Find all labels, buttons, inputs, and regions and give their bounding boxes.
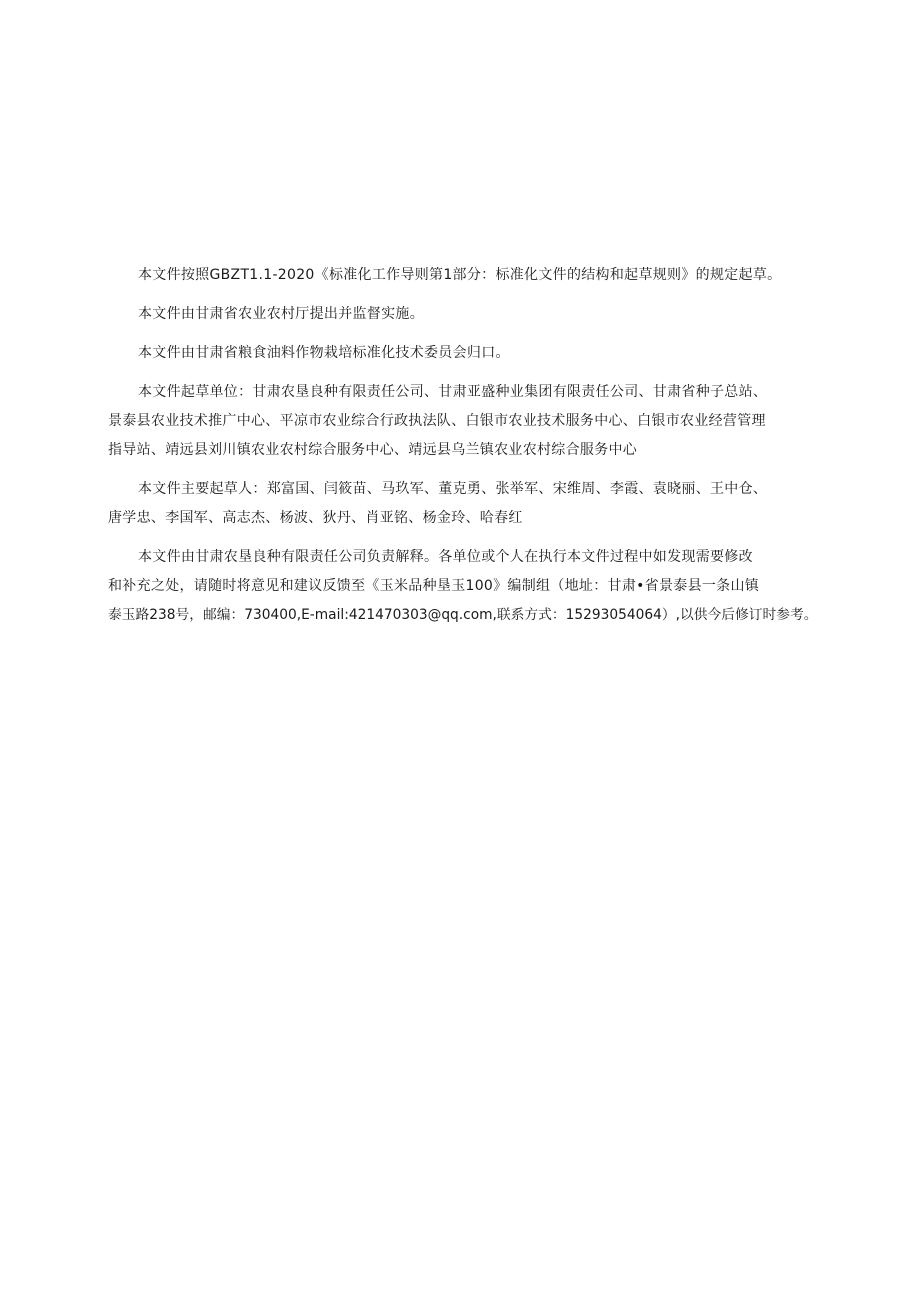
interpretation-feedback-line: 和补充之处，请随时将意见和建议反馈至《玉米品种垦玉100》编制组（地址：甘肃•省景泰县一条山镇 [108, 578, 760, 594]
interpretation-feedback-line: 本文件由甘肃农垦良种有限责任公司负责解释。各单位或个人在执行本文件过程中如发现需要修改 [138, 549, 753, 565]
main-drafters-line: 本文件主要起草人：郑富国、闫筱苗、马玖军、董克勇、张举军、宋维周、李霞、袁晓丽、王中仓、 [138, 481, 768, 497]
proposer-paragraph: 本文件由甘肃省农业农村厅提出并监督实施。 [138, 306, 424, 322]
drafting-units-line: 景泰县农业技术推广中心、平凉市农业综合行政执法队、白银市农业技术服务中心、白银市农业经营管理 [108, 413, 766, 429]
main-drafters-paragraph [108, 475, 824, 533]
foreword-section [108, 261, 824, 640]
interpretation-feedback-line: 泰玉路238号，邮编：730400,E-mail:421470303@qq.com,联系方式：15293054064）,以供今后修订时参考。 [108, 607, 818, 623]
technical-committee-paragraph: 本文件由甘肃省粮食油料作物栽培标准化技术委员会归口。 [138, 345, 510, 361]
drafting-basis-paragraph: 本文件按照GBZT1.1-2020《标准化工作导则第1部分：标准化文件的结构和起草规则》的规定起草。 [138, 267, 782, 283]
interpretation-feedback-paragraph [108, 543, 824, 630]
drafting-units-paragraph [108, 378, 824, 465]
drafting-units-line: 本文件起草单位：甘肃农垦良种有限责任公司、甘肃亚盛种业集团有限责任公司、甘肃省种子总站、 [138, 384, 768, 400]
main-drafters-line: 唐学忠、李国军、高志杰、杨波、狄丹、肖亚铭、杨金玲、哈春红 [108, 510, 523, 526]
drafting-units-line: 指导站、靖远县刘川镇农业农村综合服务中心、靖远县乌兰镇农业农村综合服务中心 [108, 442, 638, 458]
